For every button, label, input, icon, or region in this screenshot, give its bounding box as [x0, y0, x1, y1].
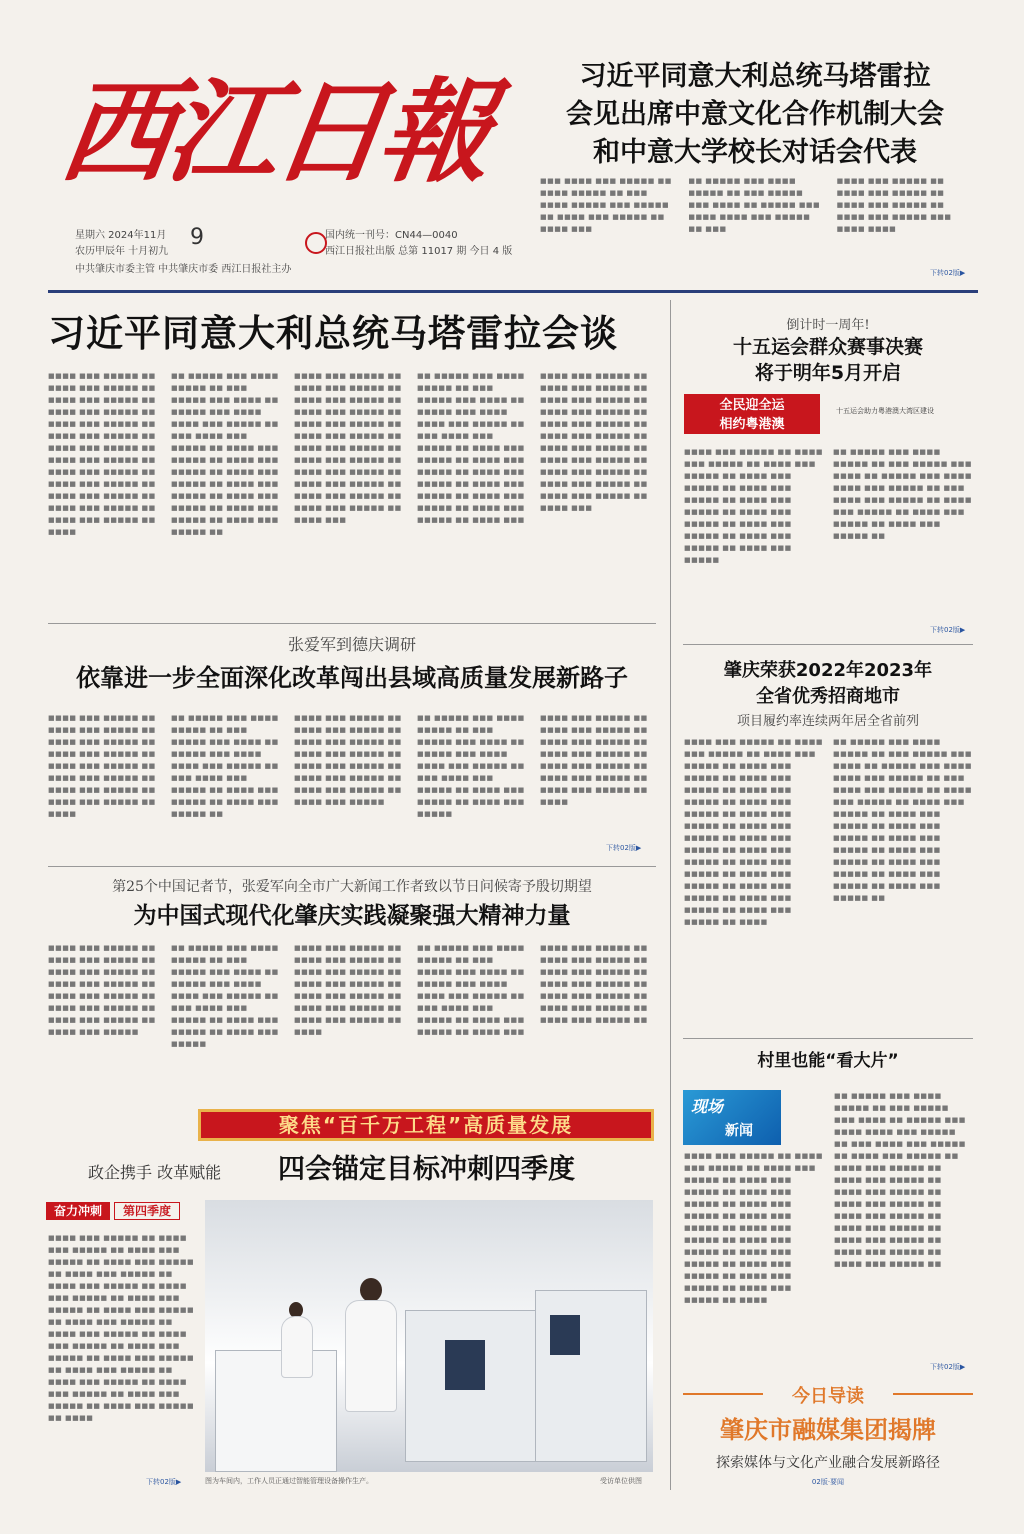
guide-label: 今日导读: [792, 1386, 864, 1407]
factory-photo: [205, 1200, 653, 1472]
story2-body: ■■■■ ■■■ ■■■■■ ■■ ■■■■ ■■■ ■■■■■ ■■ ■■■■ ■■■ ■■■■■ ■■ ■■■■ ■■■ ■■■■■ ■■ ■■■■ ■■■ ■■■■■ ■■ ■■■■ ■■■ ■■■■■ ■■ ■■■■ ■■■ ■■■■■ ■■ ■■■■ ■■■ ■■■■■ ■■ ■■■■ ■■ ■■■■■ ■■■ ■■■■ ■■■■■ ■■ ■■■ ■■■■■ ■■■ ■■■■ ■■ ■■■■■ ■■■ ■■■■ ■■■■ ■■■ ■■■■■ ■■ ■■■ ■■■■ ■■■ ■■■■■ ■■ ■■■■ ■■■ ■■■■■ ■■ ■■■■ ■■■ ■■■■■ ■■ ■■■■ ■■■ ■■■■■ ■■ ■■■■ ■■■ ■■■■■ ■■ ■■■■ ■■■ ■■■■■ ■■ ■■■■ ■■■ ■■■■■ ■■ ■■■■ ■■■ ■■■■■ ■■ ■■■■ ■■■ ■■■■■ ■■ ■■■■ ■■■ ■■■■■ ■■ ■■■■ ■■■ ■■■■■ ■■ ■■■■■ ■■■ ■■■■ ■■■■■ ■■ ■■■ ■■■■■ ■■■ ■■■■ ■■ ■■■■■ ■■■ ■■■■ ■■■■ ■■■ ■■■■■ ■■ ■■■ ■■■■ ■■■ ■■■■■ ■■ ■■■■ ■■■ ■■■■■ ■■ ■■■■ ■■■ ■■■■■ ■■■■ ■■■ ■■■■■ ■■ ■■■■ ■■■ ■■■■■ ■■ ■■■■ ■■■ ■■■■■ ■■ ■■■■ ■■■ ■■■■■ ■■ ■■■■ ■■■ ■■■■■ ■■ ■■■■ ■■■ ■■■■■ ■■ ■■■■ ■■■ ■■■■■ ■■ ■■■■: [48, 714, 648, 818]
tag-sprint: 奋力冲刺: [46, 1202, 110, 1220]
award-body: ■■■■ ■■■ ■■■■■ ■■ ■■■■ ■■■ ■■■■■ ■■ ■■■■ ■■■ ■■■■■ ■■ ■■■■ ■■■ ■■■■■ ■■ ■■■■ ■■■ ■■■■■ ■■ ■■■■ ■■■ ■■■■■ ■■ ■■■■ ■■■ ■■■■■ ■■ ■■■■ ■■■ ■■■■■ ■■ ■■■■ ■■■ ■■■■■ ■■ ■■■■ ■■■ ■■■■■ ■■ ■■■■ ■■■ ■■■■■ ■■ ■■■■ ■■■ ■■■■■ ■■ ■■■■ ■■■ ■■■■■ ■■ ■■■■ ■■■ ■■■■■ ■■ ■■■■ ■■■ ■■■■■ ■■ ■■■■ ■■■ ■■■■■ ■■ ■■■■ ■■ ■■■■■ ■■■ ■■■■ ■■■■■ ■■ ■■■ ■■■■■ ■■■ ■■■■ ■■ ■■■■■ ■■■ ■■■■ ■■■■ ■■■ ■■■■■ ■■ ■■■ ■■■■ ■■■ ■■■■■ ■■ ■■■■ ■■■ ■■■■■ ■■ ■■■■ ■■■ ■■■■■ ■■ ■■■■ ■■■ ■■■■■ ■■ ■■■■ ■■■ ■■■■■ ■■ ■■■■ ■■■ ■■■■■ ■■ ■■■■ ■■■ ■■■■■ ■■ ■■■■ ■■■ ■■■■■ ■■ ■■■■ ■■■ ■■■■■ ■■ ■■■■ ■■■ ■■■■■ ■■: [684, 738, 972, 926]
games-promo-box: [684, 394, 820, 434]
promo-line-1: 全民迎全运: [719, 398, 785, 413]
live-news-banner: [683, 1090, 781, 1145]
award-headline[interactable]: [683, 658, 973, 710]
divider: [48, 866, 656, 867]
masthead-rule: [48, 290, 978, 293]
story4-more-link[interactable]: 下转02版▶: [146, 1478, 182, 1486]
guide-subtitle: 探索媒体与文化产业融合发展新路径: [716, 1455, 940, 1471]
publisher-line: 西江日报社出版 总第 11017 期 今日 4 版: [325, 246, 513, 257]
games-side-title: 十五运会助力粤港澳大湾区建设: [836, 407, 934, 415]
story3-kicker: 第25个中国记者节，张爱军向全市广大新闻工作者致以节日问候寄予殷切期望: [112, 879, 592, 895]
story2-kicker: 张爱军到德庆调研: [287, 635, 416, 654]
topic-banner: 聚焦“百千万工程”高质量发展: [198, 1109, 654, 1141]
guide-headline[interactable]: 肇庆市融媒集团揭牌: [720, 1416, 936, 1444]
guide-rule-right: [893, 1393, 973, 1395]
tag-quarter: 第四季度: [114, 1202, 180, 1220]
column-divider: [670, 300, 671, 1490]
story3-body: ■■■■ ■■■ ■■■■■ ■■ ■■■■ ■■■ ■■■■■ ■■ ■■■■ ■■■ ■■■■■ ■■ ■■■■ ■■■ ■■■■■ ■■ ■■■■ ■■■ ■■■■■ ■■ ■■■■ ■■■ ■■■■■ ■■ ■■■■ ■■■ ■■■■■ ■■ ■■■■ ■■■ ■■■■■ ■■ ■■■■■ ■■■ ■■■■ ■■■■■ ■■ ■■■ ■■■■■ ■■■ ■■■■ ■■ ■■■■■ ■■■ ■■■■ ■■■■ ■■■ ■■■■■ ■■ ■■■ ■■■■ ■■■ ■■■■■ ■■ ■■■■ ■■■ ■■■■■ ■■ ■■■■ ■■■ ■■■■■ ■■■■ ■■■ ■■■■■ ■■ ■■■■ ■■■ ■■■■■ ■■ ■■■■ ■■■ ■■■■■ ■■ ■■■■ ■■■ ■■■■■ ■■ ■■■■ ■■■ ■■■■■ ■■ ■■■■ ■■■ ■■■■■ ■■ ■■■■ ■■■ ■■■■■ ■■ ■■■■ ■■ ■■■■■ ■■■ ■■■■ ■■■■■ ■■ ■■■ ■■■■■ ■■■ ■■■■ ■■ ■■■■■ ■■■ ■■■■ ■■■■ ■■■ ■■■■■ ■■ ■■■ ■■■■ ■■■ ■■■■■ ■■ ■■■■ ■■■ ■■■■■ ■■ ■■■■ ■■■ ■■■■ ■■■ ■■■■■ ■■ ■■■■ ■■■ ■■■■■ ■■ ■■■■ ■■■ ■■■■■ ■■ ■■■■ ■■■ ■■■■■ ■■ ■■■■ ■■■ ■■■■■ ■■ ■■■■ ■■■ ■■■■■ ■■ ■■■■ ■■■ ■■■■■ ■■: [48, 944, 648, 1048]
games-headline-line-1: 十五运会群众赛事决赛: [732, 336, 923, 358]
games-headline[interactable]: [683, 334, 973, 386]
story3-headline[interactable]: 为中国式现代化肇庆实践凝聚强大精神力量: [133, 903, 571, 929]
date-line: 星期六 2024年11月: [75, 230, 167, 241]
guide-rule-left: [683, 1393, 763, 1395]
divider: [683, 1038, 973, 1039]
story4-body: ■■■■ ■■■ ■■■■■ ■■ ■■■■ ■■■ ■■■■■ ■■ ■■■■ ■■■ ■■■■■ ■■ ■■■■ ■■■ ■■■■■ ■■ ■■■■ ■■■ ■■■■■ ■■ ■■■■ ■■■ ■■■■■ ■■ ■■■■ ■■■ ■■■■■ ■■ ■■■■ ■■■ ■■■■■ ■■ ■■■■ ■■■ ■■■■■ ■■ ■■■■ ■■■ ■■■■■ ■■ ■■■■ ■■■ ■■■■■ ■■ ■■■■ ■■■ ■■■■■ ■■ ■■■■ ■■■ ■■■■■ ■■ ■■■■ ■■■ ■■■■■ ■■ ■■■■ ■■■ ■■■■■ ■■ ■■■■ ■■■ ■■■■■ ■■ ■■■■ ■■■ ■■■■■ ■■ ■■■■ ■■■ ■■■■■ ■■ ■■■■ ■■■ ■■■■■ ■■ ■■■■: [48, 1234, 195, 1422]
newspaper-logo: 西江日報: [52, 67, 496, 198]
story2-headline[interactable]: 依靠进一步全面深化改革闯出县域高质量发展新路子: [76, 664, 628, 692]
lead-body: ■■■ ■■■■ ■■■ ■■■■■ ■■ ■■■■ ■■■■■ ■■ ■■■ ■■■■ ■■■■■ ■■■ ■■■■■ ■■ ■■■■ ■■■ ■■■■■ ■■ ■■■■ ■■■ ■■ ■■■■■ ■■■ ■■■■ ■■■■■ ■■ ■■■ ■■■■■ ■■■ ■■■■ ■■ ■■■■■ ■■■ ■■■■ ■■■■ ■■■ ■■■■■ ■■ ■■■ ■■■■ ■■■ ■■■■■ ■■ ■■■■ ■■■ ■■■■■ ■■ ■■■■ ■■■ ■■■■■ ■■ ■■■■ ■■■ ■■■■■ ■■■ ■■■■ ■■■■: [540, 177, 952, 233]
promo-line-2: 相约粤港澳: [719, 417, 785, 432]
countdown-label: 倒计时一周年!: [786, 318, 870, 333]
lunar-line: 农历甲辰年 十月初九: [75, 246, 169, 257]
award-headline-line-2: 全省优秀招商地市: [756, 686, 900, 707]
photo-caption: 图为车间内，工作人员正通过智能管理设备操作生产。: [205, 1477, 373, 1485]
newspaper-emblem-icon: [305, 232, 327, 254]
guide-page-ref[interactable]: 02版·要闻: [811, 1478, 845, 1486]
village-more-link[interactable]: 下转02版▶: [930, 1363, 966, 1371]
main-body: ■■■■ ■■■ ■■■■■ ■■ ■■■■ ■■■ ■■■■■ ■■ ■■■■ ■■■ ■■■■■ ■■ ■■■■ ■■■ ■■■■■ ■■ ■■■■ ■■■ ■■■■■ ■■ ■■■■ ■■■ ■■■■■ ■■ ■■■■ ■■■ ■■■■■ ■■ ■■■■ ■■■ ■■■■■ ■■ ■■■■ ■■■ ■■■■■ ■■ ■■■■ ■■■ ■■■■■ ■■ ■■■■ ■■■ ■■■■■ ■■ ■■■■ ■■■ ■■■■■ ■■ ■■■■ ■■■ ■■■■■ ■■ ■■■■ ■■ ■■■■■ ■■■ ■■■■ ■■■■■ ■■ ■■■ ■■■■■ ■■■ ■■■■ ■■ ■■■■■ ■■■ ■■■■ ■■■■ ■■■ ■■■■■ ■■ ■■■ ■■■■ ■■■ ■■■■■ ■■ ■■■■ ■■■ ■■■■■ ■■ ■■■■ ■■■ ■■■■■ ■■ ■■■■ ■■■ ■■■■■ ■■ ■■■■ ■■■ ■■■■■ ■■ ■■■■ ■■■ ■■■■■ ■■ ■■■■ ■■■ ■■■■■ ■■ ■■■■ ■■■ ■■■■■ ■■ ■■■■ ■■■ ■■■■■ ■■ ■■■■ ■■■ ■■■■■ ■■ ■■■■ ■■■ ■■■■■ ■■ ■■■■ ■■■ ■■■■■ ■■ ■■■■ ■■■ ■■■■■ ■■ ■■■■ ■■■ ■■■■■ ■■ ■■■■ ■■■ ■■■■■ ■■ ■■■■ ■■■ ■■■■■ ■■ ■■■■ ■■■ ■■■■■ ■■ ■■■■ ■■■ ■■■■■ ■■ ■■■■ ■■■ ■■■■■ ■■ ■■■■ ■■■ ■■■■■ ■■ ■■■■ ■■■ ■■ ■■■■■ ■■■ ■■■■ ■■■■■ ■■ ■■■ ■■■■■ ■■■ ■■■■ ■■ ■■■■■ ■■■ ■■■■ ■■■■ ■■■ ■■■■■ ■■ ■■■ ■■■■ ■■■ ■■■■■ ■■ ■■■■ ■■■ ■■■■■ ■■ ■■■■ ■■■ ■■■■■ ■■ ■■■■ ■■■ ■■■■■ ■■ ■■■■ ■■■ ■■■■■ ■■ ■■■■ ■■■ ■■■■■ ■■ ■■■■ ■■■ ■■■■■ ■■ ■■■■ ■■■ ■■■■ ■■■ ■■■■■ ■■ ■■■■ ■■■ ■■■■■ ■■ ■■■■ ■■■ ■■■■■ ■■ ■■■■ ■■■ ■■■■■ ■■ ■■■■ ■■■ ■■■■■ ■■ ■■■■ ■■■ ■■■■■ ■■ ■■■■ ■■■ ■■■■■ ■■ ■■■■ ■■■ ■■■■■ ■■ ■■■■ ■■■ ■■■■■ ■■ ■■■■ ■■■ ■■■■■ ■■ ■■■■ ■■■ ■■■■■ ■■ ■■■■ ■■■: [48, 372, 648, 536]
lead-headline[interactable]: [535, 58, 975, 172]
story4-headline[interactable]: 四会锚定目标冲刺四季度: [278, 1154, 575, 1185]
lead-title-line-1: 习近平同意大利总统马塔雷拉: [579, 61, 931, 92]
village-body-left: ■■■■ ■■■ ■■■■■ ■■ ■■■■ ■■■ ■■■■■ ■■ ■■■■ ■■■ ■■■■■ ■■ ■■■■ ■■■ ■■■■■ ■■ ■■■■ ■■■ ■■■■■ ■■ ■■■■ ■■■ ■■■■■ ■■ ■■■■ ■■■ ■■■■■ ■■ ■■■■ ■■■ ■■■■■ ■■ ■■■■ ■■■ ■■■■■ ■■ ■■■■ ■■■ ■■■■■ ■■ ■■■■ ■■■ ■■■■■ ■■ ■■■■ ■■■ ■■■■■ ■■ ■■■■ ■■■ ■■■■■ ■■ ■■■■: [684, 1152, 823, 1304]
lead-more-link[interactable]: 下转02版▶: [930, 269, 966, 277]
games-body: ■■■■ ■■■ ■■■■■ ■■ ■■■■ ■■■ ■■■■■ ■■ ■■■■ ■■■ ■■■■■ ■■ ■■■■ ■■■ ■■■■■ ■■ ■■■■ ■■■ ■■■■■ ■■ ■■■■ ■■■ ■■■■■ ■■ ■■■■ ■■■ ■■■■■ ■■ ■■■■ ■■■ ■■■■■ ■■ ■■■■ ■■■ ■■■■■ ■■ ■■■■ ■■■ ■■■■■ ■■ ■■■■■ ■■■ ■■■■ ■■■■■ ■■ ■■■ ■■■■■ ■■■ ■■■■ ■■ ■■■■■ ■■■ ■■■■ ■■■■ ■■■ ■■■■■ ■■ ■■■ ■■■■ ■■■ ■■■■■ ■■ ■■■■ ■■■ ■■■■■ ■■ ■■■■ ■■■ ■■■■■ ■■ ■■■■ ■■■ ■■■■■ ■■: [684, 448, 972, 564]
sponsor-line: 中共肇庆市委主管 中共肇庆市委 西江日报社主办: [75, 264, 292, 275]
cn-number: 国内统一刊号：CN44—0040: [325, 230, 458, 241]
award-subtitle: 项目履约率连续两年居全省前列: [736, 714, 919, 729]
games-headline-line-2: 将于明年5月开启: [754, 362, 902, 384]
main-headline[interactable]: 习近平同意大利总统马塔雷拉会谈: [48, 312, 618, 355]
story2-more-link[interactable]: 下转02版▶: [606, 844, 642, 852]
divider: [48, 623, 656, 624]
lead-title-line-2: 会见出席中意文化合作机制大会: [566, 99, 944, 130]
village-headline[interactable]: 村里也能“看大片”: [757, 1051, 899, 1071]
banner-line-2: 新闻: [725, 1123, 753, 1139]
award-headline-line-1: 肇庆荣获2022年2023年: [723, 660, 933, 681]
issue-day: 9: [190, 225, 204, 250]
lead-title-line-3: 和中意大学校长对话会代表: [593, 137, 917, 168]
story4-kicker: 政企携手 改革赋能: [88, 1163, 222, 1182]
photo-credit: 受访单位供图: [600, 1477, 642, 1485]
games-more-link[interactable]: 下转02版▶: [930, 626, 966, 634]
village-body-right: ■■ ■■■■■ ■■■ ■■■■ ■■■■■ ■■ ■■■ ■■■■■ ■■■ ■■■■ ■■ ■■■■■ ■■■ ■■■■ ■■■■ ■■■ ■■■■■ ■■ ■■■ ■■■■ ■■■ ■■■■■ ■■ ■■■■ ■■■ ■■■■■ ■■ ■■■■ ■■■ ■■■■■ ■■ ■■■■ ■■■ ■■■■■ ■■ ■■■■ ■■■ ■■■■■ ■■ ■■■■ ■■■ ■■■■■ ■■ ■■■■ ■■■ ■■■■■ ■■ ■■■■ ■■■ ■■■■■ ■■ ■■■■ ■■■ ■■■■■ ■■ ■■■■ ■■■ ■■■■■ ■■ ■■■■ ■■■ ■■■■■ ■■: [834, 1092, 966, 1268]
divider: [683, 644, 973, 645]
banner-line-1: 现场: [691, 1097, 724, 1116]
